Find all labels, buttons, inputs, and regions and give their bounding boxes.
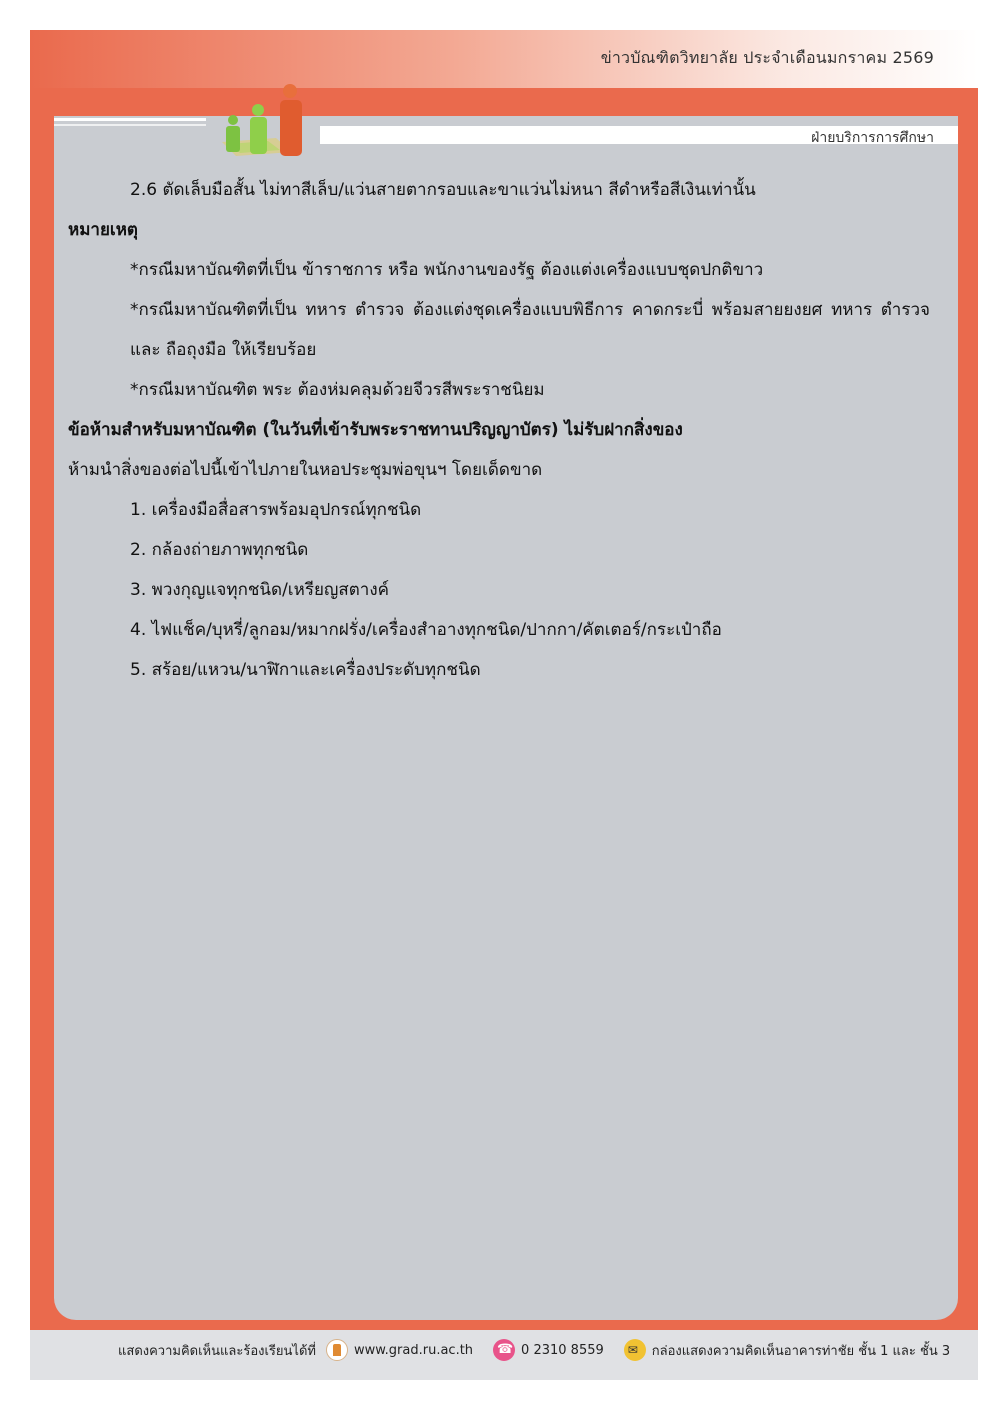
university-logo-icon [326,1339,348,1361]
prohibited-item: 1. เครื่องมือสื่อสารพร้อมอุปกรณ์ทุกชนิด [130,500,422,520]
comment-label: แสดงความคิดเห็นและร้องเรียนได้ที่ [118,1343,316,1359]
telephone-icon [493,1339,515,1361]
prohibited-item: 2. กล้องถ่ายภาพทุกชนิด [130,540,309,560]
prohibition-heading: ข้อห้ามสำหรับมหาบัณฑิต (ในวันที่เข้ารับพระราชทานปริญญาบัตร) ไม่รับฝากสิ่งของ [68,420,683,440]
content-body [68,170,930,690]
header-stripe-left [54,118,206,121]
phone-number: 0 2310 8559 [521,1342,604,1358]
prohibited-item: 4. ไฟแช็ค/บุหรี่/ลูกอม/หมากฝรั่ง/เครื่องสำอางทุกชนิด/ปากกา/คัตเตอร์/กระเป๋าถือ [130,620,722,640]
prohibited-item: 5. สร้อย/แหวน/นาฬิกาและเครื่องประดับทุกชนิด [130,660,481,680]
comment-box-location: กล่องแสดงความคิดเห็นอาคารท่าชัย ชั้น 1 และ ชั้น 3 [651,1343,951,1359]
note-monk: *กรณีมหาบัณฑิต พระ ต้องห่มคลุมด้วยจีวรสีพระราชนิยม [130,380,545,400]
note-military-police: *กรณีมหาบัณฑิตที่เป็น ทหาร ตำรวจ ต้องแต่งชุดเครื่องแบบพิธีการ คาดกระบี่ พร้อมสายยงยศ ทหาร ตำรวจ และ ถือถุงมือ ให้เรียบร้อย [130,300,930,360]
website-link[interactable]: www.grad.ru.ac.th [353,1342,474,1358]
prohibition-intro: ห้ามนำสิ่งของต่อไปนี้เข้าไปภายในหอประชุมพ่อขุนฯ โดยเด็ดขาด [68,460,543,480]
prohibited-item: 3. พวงกุญแจทุกชนิด/เหรียญสตางค์ [130,580,390,600]
comment-box-icon [624,1339,646,1361]
rule-2-6: 2.6 ตัดเล็บมือสั้น ไม่ทาสีเล็บ/แว่นสายตากรอบและขาแว่นไม่หนา สีดำหรือสีเงินเท่านั้น [130,180,756,200]
header-stripe-left-2 [54,124,206,126]
note-civil-servant: *กรณีมหาบัณฑิตที่เป็น ข้าราชการ หรือ พนักงานของรัฐ ต้องแต่งเครื่องแบบชุดปกติขาว [130,260,764,280]
newsletter-title: ข่าวบัณฑิตวิทยาลัย ประจำเดือนมกราคม 2569 [600,48,934,67]
department-label: ฝ่ายบริการการศึกษา [811,130,934,146]
people-logo-icon [206,84,320,160]
footer-contact [118,1338,950,1362]
note-heading: หมายเหตุ [68,220,138,240]
